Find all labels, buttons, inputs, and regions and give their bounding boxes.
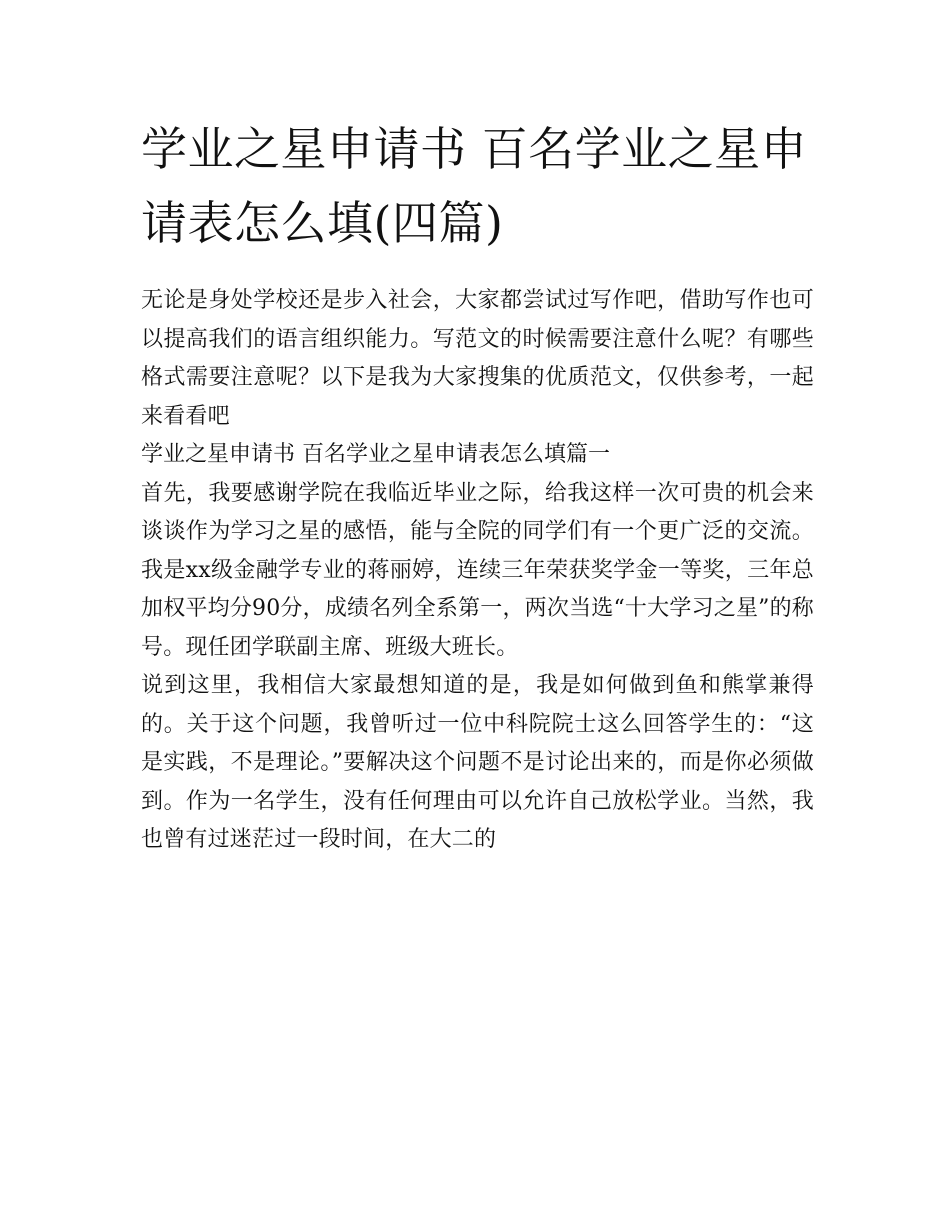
document-body bbox=[141, 282, 814, 860]
section-heading: 学业之星申请书 百名学业之星申请表怎么填篇一 bbox=[141, 442, 610, 467]
document-title: 学业之星申请书 百名学业之星申请表怎么填(四篇) bbox=[141, 122, 808, 250]
body-paragraph-2: 说到这里，我相信大家最想知道的是，我是如何做到鱼和熊掌兼得的。关于这个问题，我曾听过一位中科院院士这么回答学生的：“这是实践，不是理论。”要解决这个问题不是讨论出来的，而是你必须做到。作为一名学生，没有任何理由可以允许自己放松学业。当然，我也曾有过迷茫过一段时间，在大二的 bbox=[141, 673, 814, 852]
body-paragraph-1: 首先，我要感谢学院在我临近毕业之际，给我这样一次可贵的机会来谈谈作为学习之星的感悟，能与全院的同学们有一个更广泛的交流。我是xx级金融学专业的蒋丽婷，连续三年荣获奖学金一等奖，三年总加权平均分90分，成绩名列全系第一，两次当选“十大学习之星”的称号。现任团学联副主席、班级大班长。 bbox=[141, 480, 814, 660]
intro-paragraph: 无论是身处学校还是步入社会，大家都尝试过写作吧，借助写作也可以提高我们的语言组织能力。写范文的时候需要注意什么呢？有哪些格式需要注意呢？以下是我为大家搜集的优质范文，仅供参考，一起来看看吧 bbox=[141, 288, 814, 429]
